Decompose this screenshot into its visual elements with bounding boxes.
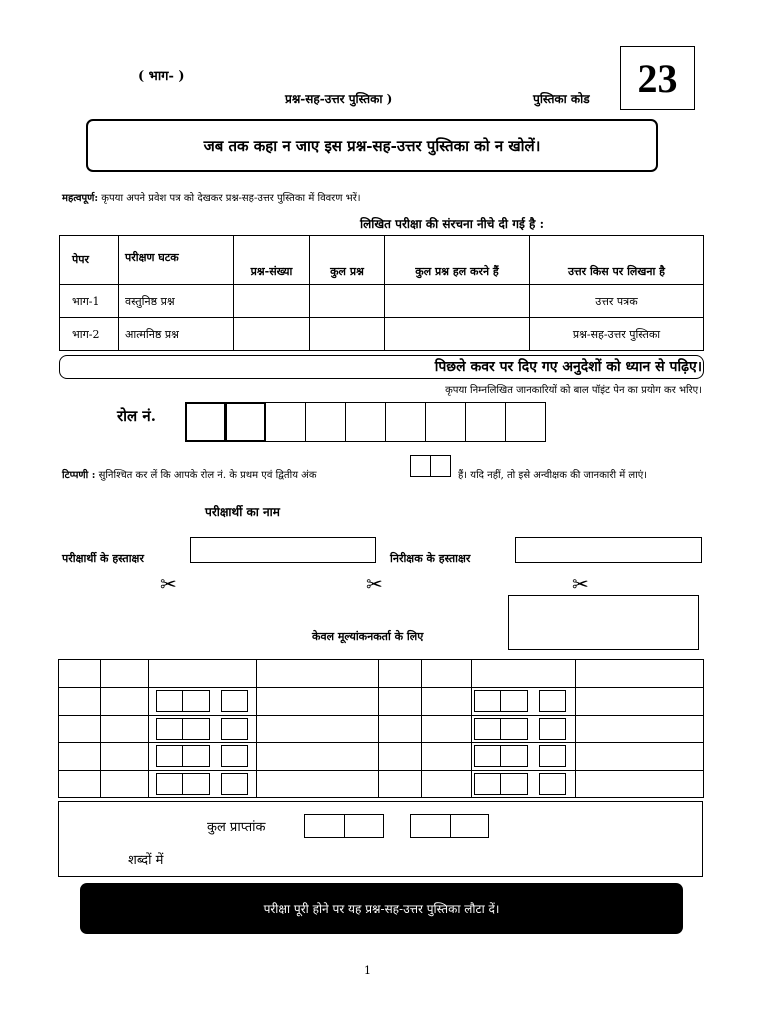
footer-banner-text: परीक्षा पूरी होने पर यह प्रश्न-सह-उत्तर पुस्तिका लौटा दें। <box>263 902 500 916</box>
row2-answer-where: प्रश्न-सह-उत्तर पुस्तिका <box>530 318 704 351</box>
mark-entry-box[interactable] <box>156 718 183 740</box>
candidate-signature-field[interactable] <box>190 537 376 563</box>
mark-entry-box[interactable] <box>156 773 183 795</box>
structure-table <box>59 235 704 351</box>
grid-line <box>148 659 149 798</box>
header-component: परीक्षण घटक <box>119 236 234 285</box>
grid-line <box>58 715 704 716</box>
mark-entry-box[interactable] <box>539 718 566 740</box>
mark-entry-box[interactable] <box>500 690 528 712</box>
roll-digit-9-input[interactable] <box>505 402 546 442</box>
total-digit-box[interactable] <box>304 814 345 838</box>
row2-to-solve <box>385 318 530 351</box>
grid-line <box>100 659 101 798</box>
roll-digit-1-input[interactable] <box>185 402 226 442</box>
total-marks-label: कुल प्राप्तांक <box>207 820 266 835</box>
table-row <box>60 285 704 318</box>
roll-digit-5-input[interactable] <box>345 402 386 442</box>
first-digit-box[interactable] <box>410 455 431 477</box>
header-questions-to-solve: कुल प्रश्न हल करने हैं <box>385 236 530 285</box>
grid-line <box>58 659 59 798</box>
mark-entry-box[interactable] <box>221 745 248 767</box>
mark-entry-box[interactable] <box>539 745 566 767</box>
mark-entry-box[interactable] <box>156 745 183 767</box>
grid-line <box>58 797 704 798</box>
roll-digit-6-input[interactable] <box>385 402 426 442</box>
row2-component: आत्मनिष्ठ प्रश्न <box>119 318 234 351</box>
second-digit-box[interactable] <box>430 455 451 477</box>
roll-digit-3-input[interactable] <box>265 402 306 442</box>
mark-entry-box[interactable] <box>182 718 210 740</box>
mark-entry-box[interactable] <box>474 773 501 795</box>
row1-question-number <box>234 285 310 318</box>
first-digits-boxes <box>410 455 451 477</box>
candidate-name-label: परीक्षार्थी का नाम <box>205 505 280 519</box>
grid-line <box>256 659 257 798</box>
mark-entry-box[interactable] <box>474 690 501 712</box>
invigilator-signature-field[interactable] <box>515 537 702 563</box>
mark-entry-box[interactable] <box>182 690 210 712</box>
part-label: ( भाग- ) <box>138 69 185 84</box>
evaluator-only-label: केवल मूल्यांकनकर्ता के लिए <box>312 630 424 643</box>
row1-total <box>310 285 385 318</box>
mark-entry-box[interactable] <box>539 773 566 795</box>
important-text: कृपया अपने प्रवेश पत्र को देखकर प्रश्न-सह-उत्तर पुस्तिका में विवरण भरें। <box>98 193 361 204</box>
roll-label: रोल नं. <box>117 407 156 425</box>
note-text-after: हैं। यदि नहीं, तो इसे अन्वीक्षक की जानकारी में लाएं। <box>458 470 648 481</box>
row2-total <box>310 318 385 351</box>
important-label: महत्वपूर्ण: <box>62 193 99 204</box>
total-marks-boxes-b <box>410 814 489 838</box>
evaluator-box[interactable] <box>508 595 699 650</box>
grid-line <box>471 659 472 798</box>
total-digit-box[interactable] <box>410 814 451 838</box>
back-cover-note: पिछले कवर पर दिए गए अनुदेशों को ध्यान से पढ़िए। <box>434 359 702 375</box>
row1-component: वस्तुनिष्ठ प्रश्न <box>119 285 234 318</box>
note-label: टिप्पणी : <box>62 470 96 481</box>
table-row <box>60 318 704 351</box>
grid-line <box>575 659 576 798</box>
table-header-row <box>60 236 704 285</box>
note-line <box>62 467 317 481</box>
mark-entry-box[interactable] <box>474 718 501 740</box>
mark-entry-box[interactable] <box>221 690 248 712</box>
candidate-signature-label: परीक्षार्थी के हस्ताक्षर <box>62 552 144 565</box>
total-marks-boxes-a <box>304 814 384 838</box>
invigilator-signature-label: निरीक्षक के हस्ताक्षर <box>390 552 471 565</box>
grid-line <box>58 687 704 688</box>
mark-entry-box[interactable] <box>500 718 528 740</box>
marks-grid <box>58 659 704 798</box>
roll-digit-2-input[interactable] <box>225 402 266 442</box>
booklet-code-label: पुस्तिका कोड <box>533 92 590 106</box>
total-digit-box[interactable] <box>344 814 384 838</box>
header-question-number: प्रश्न-संख्या <box>234 236 310 285</box>
scissors-icon: ✂ <box>366 572 383 596</box>
important-note <box>62 190 361 204</box>
page-number: 1 <box>364 964 371 977</box>
warning-text: जब तक कहा न जाए इस प्रश्न-सह-उत्तर पुस्तिका को न खोलें। <box>203 136 541 155</box>
grid-line <box>58 770 704 771</box>
row1-answer-where: उत्तर पत्रक <box>530 285 704 318</box>
mark-entry-box[interactable] <box>221 773 248 795</box>
mark-entry-box[interactable] <box>182 773 210 795</box>
roll-digit-4-input[interactable] <box>305 402 346 442</box>
roll-number-boxes <box>185 402 546 442</box>
mark-entry-box[interactable] <box>182 745 210 767</box>
mark-entry-box[interactable] <box>539 690 566 712</box>
structure-heading: लिखित परीक्षा की संरचना नीचे दी गई है : <box>360 217 545 231</box>
scissors-icon: ✂ <box>160 572 177 596</box>
total-digit-box[interactable] <box>450 814 489 838</box>
grid-line <box>58 742 704 743</box>
header-paper: पेपर <box>60 236 119 285</box>
roll-digit-7-input[interactable] <box>425 402 466 442</box>
roll-digit-8-input[interactable] <box>465 402 506 442</box>
mark-entry-box[interactable] <box>500 745 528 767</box>
grid-line <box>58 659 704 660</box>
booklet-code-box <box>620 46 695 110</box>
ballpoint-note: कृपया निम्नलिखित जानकारियों को बाल पॉइंट पेन का प्रयोग कर भरिए। <box>445 385 702 396</box>
grid-line <box>703 659 704 798</box>
row1-paper: भाग-1 <box>60 285 119 318</box>
header-total-questions: कुल प्रश्न <box>310 236 385 285</box>
mark-entry-box[interactable] <box>474 745 501 767</box>
mark-entry-box[interactable] <box>221 718 248 740</box>
mark-entry-box[interactable] <box>500 773 528 795</box>
grid-line <box>378 659 379 798</box>
booklet-code: 23 <box>637 55 678 101</box>
row2-question-number <box>234 318 310 351</box>
grid-line <box>421 659 422 798</box>
warning-box <box>86 119 658 172</box>
mark-entry-box[interactable] <box>156 690 183 712</box>
booklet-title: प्रश्न-सह-उत्तर पुस्तिका ) <box>285 92 393 106</box>
scissors-icon: ✂ <box>572 572 589 596</box>
row2-paper: भाग-2 <box>60 318 119 351</box>
note-text-before: सुनिश्चित कर लें कि आपके रोल नं. के प्रथम एवं द्वितीय अंक <box>98 470 317 481</box>
row1-to-solve <box>385 285 530 318</box>
header-answer-where: उत्तर किस पर लिखना है <box>530 236 704 285</box>
in-words-label: शब्दों में <box>128 853 164 868</box>
footer-banner <box>80 883 683 934</box>
